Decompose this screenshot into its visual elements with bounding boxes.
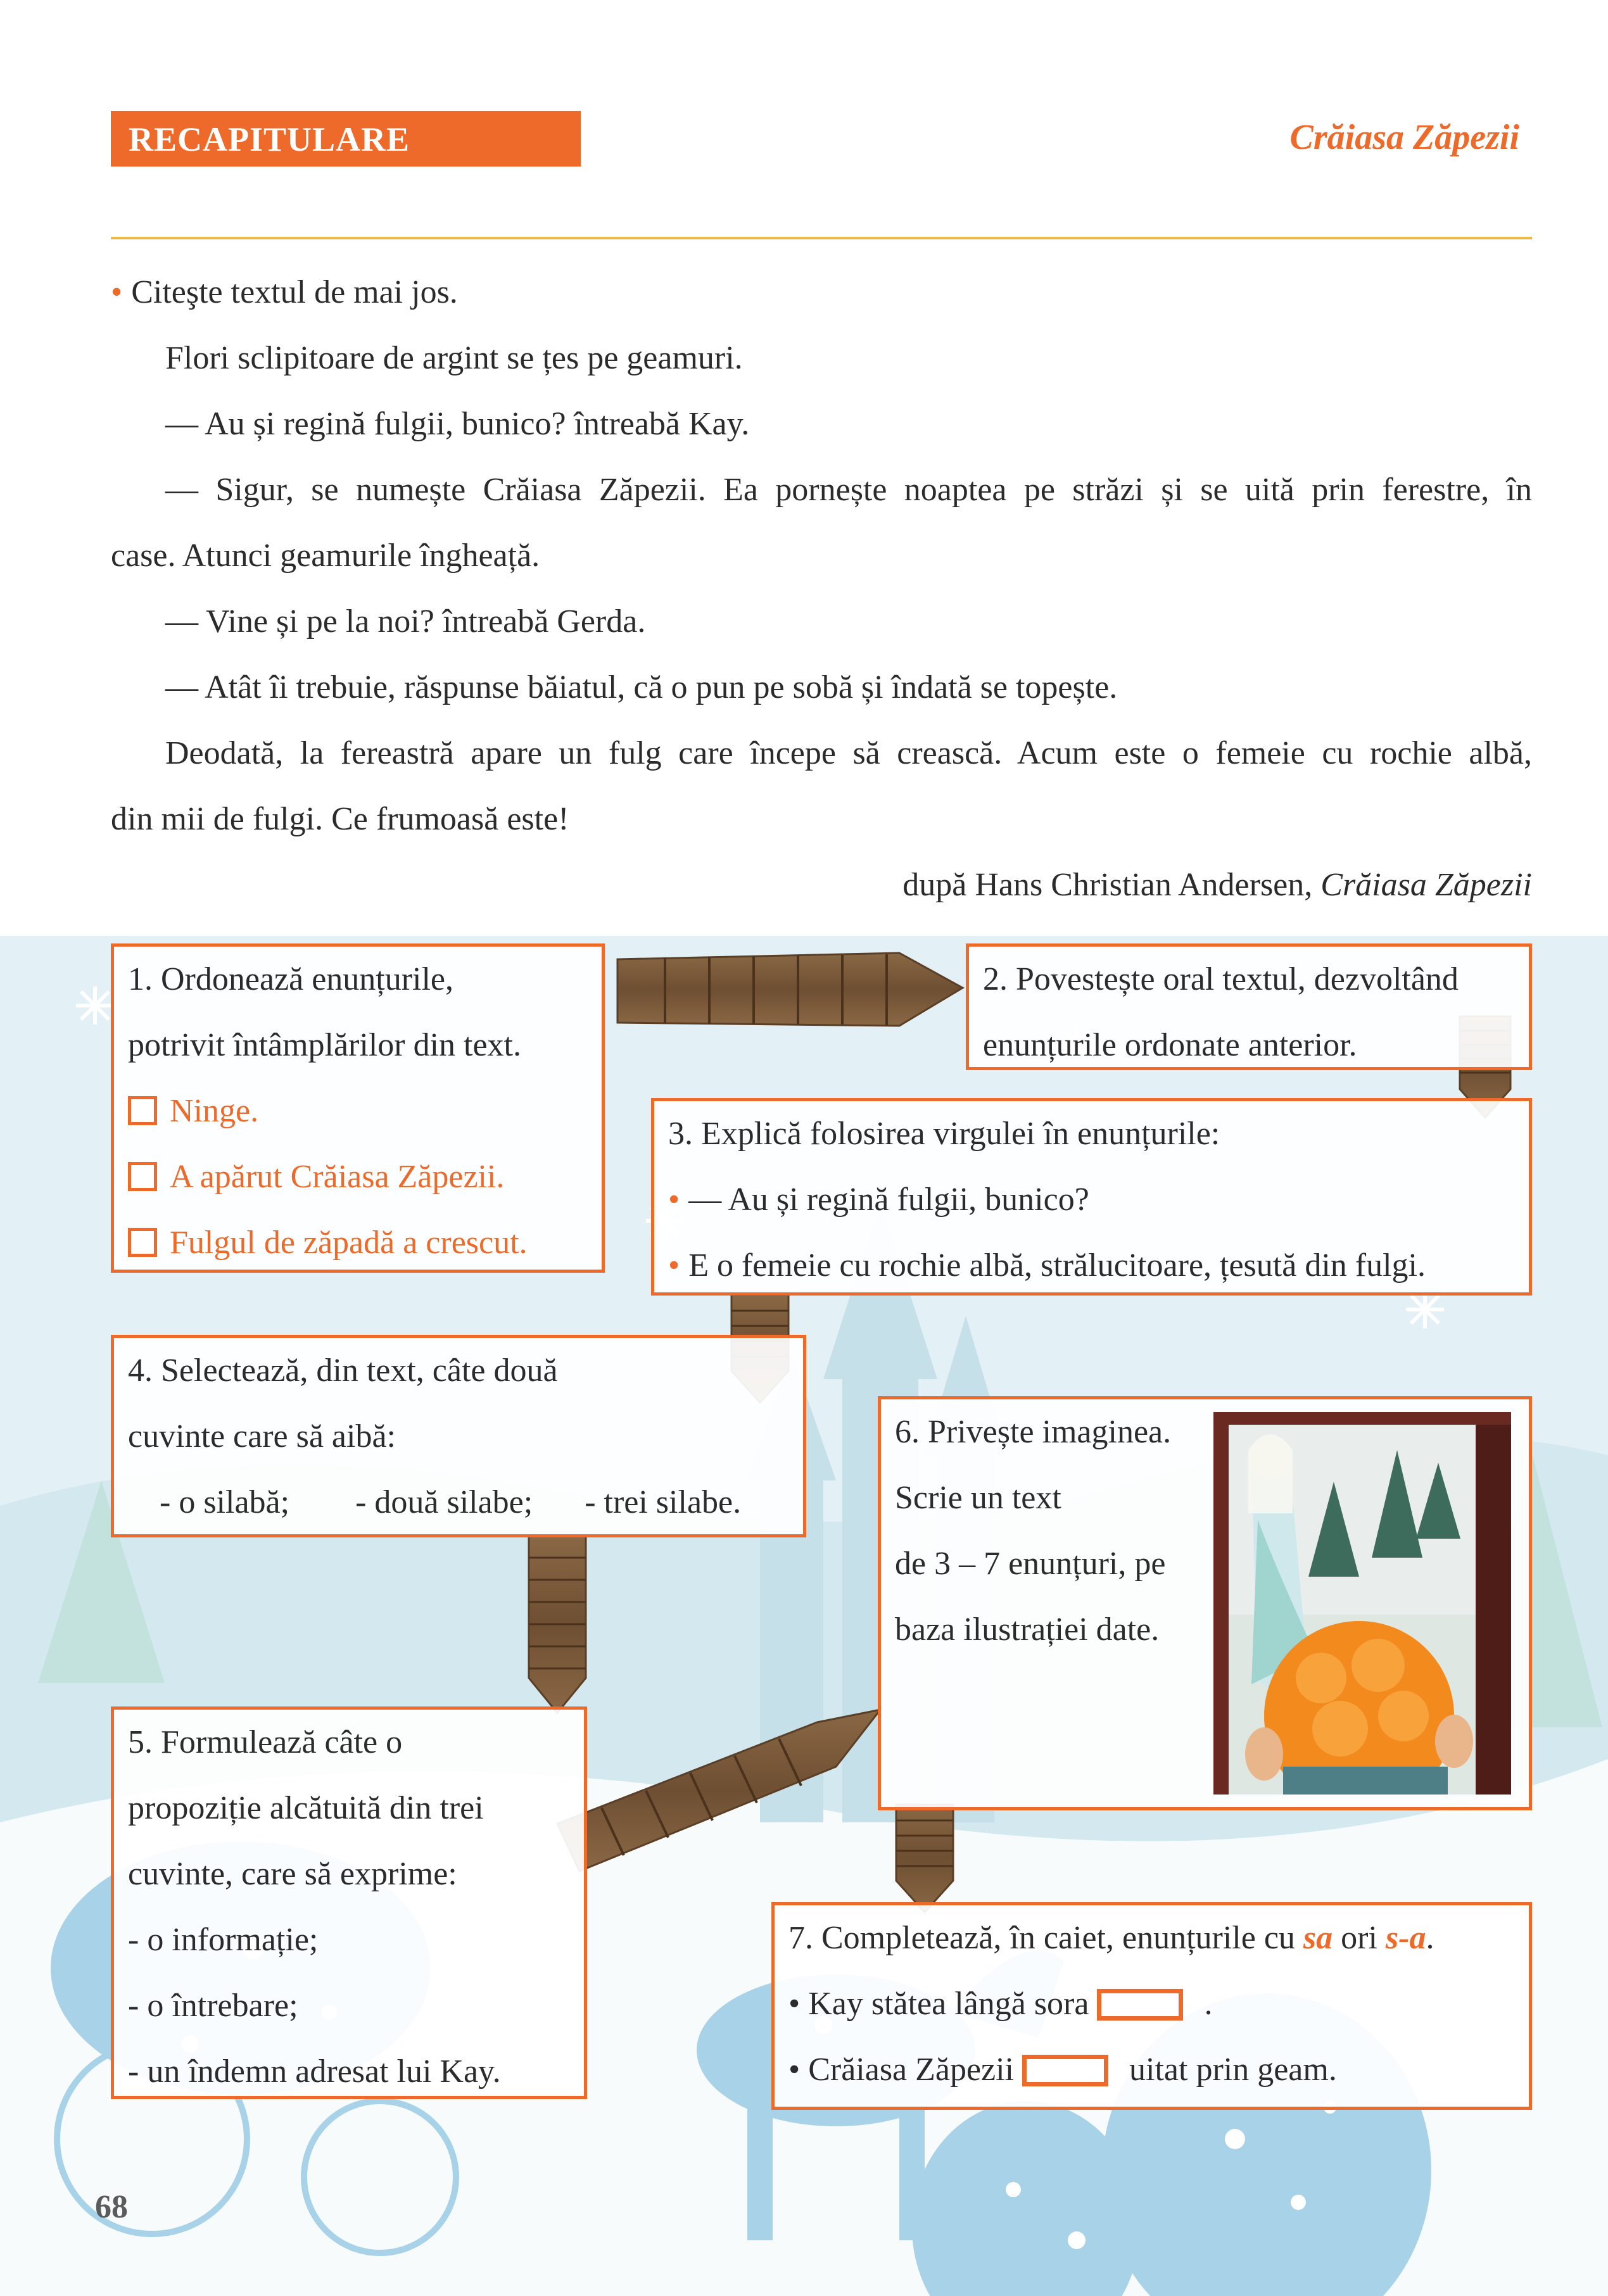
task-1-title: 1. Ordonează enunțurile,: [128, 961, 454, 997]
task-4-title: 4. Selectează, din text, câte două: [128, 1353, 558, 1389]
task-4-box: [111, 1335, 806, 1537]
task-5-subtitle: cuvinte, care să exprime:: [128, 1856, 457, 1892]
reading-line: — Au și regină fulgii, bunico? întreabă Kay.: [165, 406, 750, 442]
task-2-title: 2. Povestește oral textul, dezvoltând: [983, 961, 1459, 997]
task-5-item: - un îndemn adresat lui Kay.: [128, 2053, 501, 2090]
task-1-option: Fulgul de zăpadă a crescut.: [128, 1210, 588, 1276]
snow-queen-window-illustration: [1213, 1412, 1511, 1795]
reading-source: după Hans Christian Andersen, Crăiasa Zăpezii: [902, 867, 1532, 903]
wood-arrow-right-icon: [614, 950, 969, 1032]
task-3-bullet: • E o femeie cu rochie albă, strălucitoare, țesută din fulgi.: [668, 1247, 1426, 1284]
task-6-line: Scrie un text: [895, 1480, 1061, 1516]
reading-line: Flori sclipitoare de argint se țes pe geamuri.: [165, 340, 743, 376]
reading-passage: [111, 260, 1532, 918]
task-2-box: [966, 943, 1532, 1070]
task-4-options: [128, 1470, 789, 1536]
task-5-title: 5. Formulează câte o: [128, 1724, 403, 1760]
page-number: 68: [95, 2189, 128, 2225]
reading-instruction: • Citeşte textul de mai jos.: [111, 274, 458, 310]
reading-line: din mii de fulgi. Ce frumoasă este!: [111, 801, 569, 837]
wood-arrow-up-right-icon: [551, 1697, 887, 1881]
reading-line: Deodată, la fereastră apare un fulg care începe să crească. Acum este o femeie cu rochie albă,: [165, 735, 1532, 771]
task-4-option: - o silabă;: [160, 1484, 290, 1520]
task-5-item: - o întrebare;: [128, 1988, 298, 2024]
option-checkbox[interactable]: [128, 1162, 157, 1191]
task-7-sentence: • Crăiasa Zăpezii uitat prin geam.: [788, 2052, 1337, 2088]
option-sa: sa: [1303, 1920, 1333, 1956]
option-checkbox[interactable]: [128, 1228, 157, 1257]
wood-arrow-down-icon: [893, 1801, 956, 1915]
task-5-subtitle: propoziție alcătuită din trei: [128, 1790, 484, 1826]
task-4-option: - două silabe;: [355, 1484, 533, 1520]
task-1-subtitle: potrivit întâmplărilor din text.: [128, 1027, 522, 1063]
task-1-option: A apărut Crăiasa Zăpezii.: [128, 1144, 588, 1210]
answer-blank[interactable]: [1097, 1989, 1183, 2021]
option-s-a: s-a: [1385, 1920, 1426, 1956]
task-6-title: 6. Privește imaginea.: [895, 1414, 1172, 1450]
reading-line: case. Atunci geamurile îngheață.: [111, 538, 540, 574]
task-3-bullet: • — Au și regină fulgii, bunico?: [668, 1182, 1089, 1218]
header-divider: [111, 237, 1532, 239]
task-6-line: de 3 – 7 enunțuri, pe: [895, 1546, 1166, 1582]
task-6-line: baza ilustrației date.: [895, 1612, 1160, 1648]
task-3-box: [651, 1098, 1532, 1296]
task-5-box: [111, 1706, 587, 2099]
task-5-item: - o informație;: [128, 1922, 319, 1958]
reading-line: — Vine și pe la noi? întreabă Gerda.: [165, 603, 646, 640]
chapter-title: Crăiasa Zăpezii: [1289, 118, 1519, 157]
source-title: Crăiasa Zăpezii: [1320, 867, 1532, 903]
bullet-icon: •: [111, 274, 123, 310]
task-7-title: 7. Completează, în caiet, enunțurile cu sa ori s-a.: [788, 1920, 1434, 1956]
task-3-title: 3. Explică folosirea virgulei în enunțurile:: [668, 1116, 1220, 1152]
task-1-option: Ninge.: [128, 1078, 588, 1144]
task-2-subtitle: enunțurile ordonate anterior.: [983, 1027, 1357, 1063]
wood-arrow-down-icon: [526, 1532, 589, 1716]
task-1-box: [111, 943, 605, 1273]
task-7-box: [771, 1902, 1532, 2110]
task-4-subtitle: cuvinte care să aibă:: [128, 1418, 396, 1454]
reading-line: — Sigur, se numește Crăiasa Zăpezii. Ea pornește noaptea pe străzi și se uită prin ferestre, în: [165, 472, 1532, 508]
answer-blank[interactable]: [1022, 2055, 1108, 2086]
reading-line: — Atât îi trebuie, răspunse băiatul, că o pun pe sobă și îndată se topește.: [165, 669, 1118, 705]
task-4-option: - trei silabe.: [585, 1484, 742, 1520]
bullet-icon: •: [668, 1247, 680, 1284]
task-7-sentence: • Kay stătea lângă sora .: [788, 1986, 1213, 2022]
bullet-icon: •: [668, 1182, 680, 1218]
option-checkbox[interactable]: [128, 1096, 157, 1125]
section-label: RECAPITULARE: [111, 111, 581, 167]
